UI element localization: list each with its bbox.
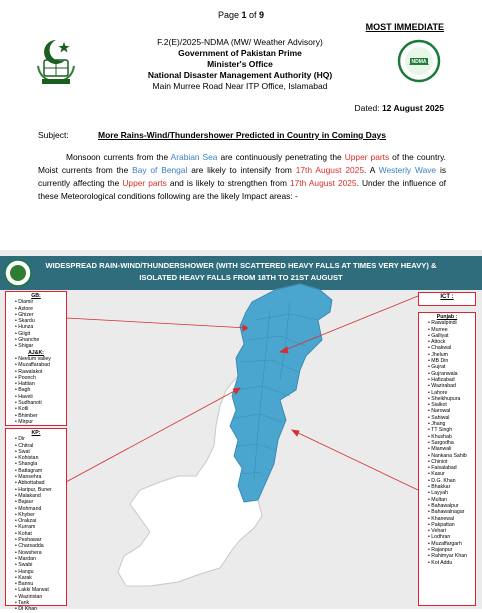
punjab-district: • Lodhran: [428, 534, 472, 540]
kp-district: • Kohistan: [15, 455, 63, 461]
ajk-district: • Bagh: [15, 387, 63, 393]
ajk-district: • Hattian: [15, 381, 63, 387]
kp-district: • Kurram: [15, 524, 63, 530]
gb-district: • Diamir: [15, 299, 63, 305]
priority-label: MOST IMMEDIATE: [365, 22, 444, 32]
punjab-district: • Gujrat: [428, 364, 472, 370]
ajk-district: • Haveli: [15, 394, 63, 400]
punjab-title: Punjab :: [436, 314, 458, 320]
office-line: Minister's Office: [207, 59, 273, 69]
punjab-district: • Sargodha: [428, 440, 472, 446]
ajk-district: • Rawalakot: [15, 369, 63, 375]
punjab-district: • Chiniot: [428, 459, 472, 465]
punjab-district: • Rajanpur: [428, 547, 472, 553]
page-number: Page 1 of 9: [217, 10, 265, 20]
kp-district: • Haripur, Buner: [15, 487, 63, 493]
punjab-district: • Gujranwala: [428, 371, 472, 377]
gb-district: • Shigar: [15, 343, 63, 349]
kp-district: • Swat: [15, 449, 63, 455]
punjab-district: • Rahimyar Khan: [428, 553, 472, 559]
kp-district: • Abbottabad: [15, 480, 63, 486]
letter-header: [95, 37, 385, 92]
ajk-district: • Muzaffarabad: [15, 362, 63, 368]
gb-district: • Skardu: [15, 318, 63, 324]
gb-district: • Ghanche: [15, 337, 63, 343]
punjab-district: • Khushab: [428, 434, 472, 440]
punjab-district: • Murree: [428, 327, 472, 333]
punjab-district: • Chakwal: [428, 345, 472, 351]
kp-district: • Bajaur: [15, 499, 63, 505]
ajk-district: • Mirpur: [15, 419, 63, 425]
gb-district: • Astore: [15, 306, 63, 312]
ndma-logo: [397, 39, 441, 83]
kp-district: • Tank: [15, 600, 63, 606]
gb-district: • Hunza: [15, 324, 63, 330]
kp-district: • Mohmand: [15, 506, 63, 512]
kp-district: • Lakki Marwat: [15, 587, 63, 593]
kp-district: • Charsadda: [15, 543, 63, 549]
punjab-district: • Khanewal: [428, 516, 472, 522]
kp-district: • Bannu: [15, 581, 63, 587]
authority-line: National Disaster Management Authority (HQ): [147, 70, 333, 80]
punjab-district: • Kot Addu: [428, 560, 472, 566]
kp-district: • Hangu: [15, 569, 63, 575]
gb-ajk-box: [5, 291, 67, 426]
ict-box: [418, 292, 476, 306]
ict-title: ICT :: [440, 294, 454, 300]
punjab-district: • Multan: [428, 497, 472, 503]
punjab-district: • Lahore: [428, 390, 472, 396]
gb-list: [9, 299, 63, 349]
subject-text: More Rains-Wind/Thundershower Predicted in Country in Coming Days: [98, 130, 387, 140]
gb-district: • Gilgit: [15, 331, 63, 337]
punjab-district: • Galliyat: [428, 333, 472, 339]
ajk-district: • Bhimber: [15, 413, 63, 419]
punjab-district: • Narowal: [428, 408, 472, 414]
punjab-district: • Wazirabad: [428, 383, 472, 389]
kp-district: • DI Khan: [15, 606, 63, 612]
svg-text:NDMA: NDMA: [411, 59, 427, 65]
punjab-district: • Sialkot: [428, 402, 472, 408]
kp-district: • Malakand: [15, 493, 63, 499]
kp-district: • Karak: [15, 575, 63, 581]
kp-district: • Kohat: [15, 531, 63, 537]
kp-district: • Nowshera: [15, 550, 63, 556]
kp-district: • Swabi: [15, 562, 63, 568]
punjab-district: • Jhang: [428, 421, 472, 427]
punjab-district: • Rawalpindi: [428, 320, 472, 326]
ajk-district: • Sudhanoti: [15, 400, 63, 406]
ajk-district: • Poonch: [15, 375, 63, 381]
pakistan-emblem-logo: [34, 36, 78, 86]
kp-list: [9, 436, 63, 612]
punjab-district: • Vehari: [428, 528, 472, 534]
punjab-district: • Pakpattan: [428, 522, 472, 528]
pakistan-map: [0, 250, 482, 609]
punjab-district: • Muzaffargarh: [428, 541, 472, 547]
kp-district: • Khyber: [15, 512, 63, 518]
punjab-district: • Jhelum: [428, 352, 472, 358]
punjab-district: • Mianwali: [428, 446, 472, 452]
subject-label: Subject:: [38, 130, 69, 140]
punjab-district: • Hafizabad: [428, 377, 472, 383]
kp-district: • Orakzai: [15, 518, 63, 524]
dated-line: Dated: 12 August 2025: [354, 103, 444, 113]
punjab-district: • Faisalabad: [428, 465, 472, 471]
body-paragraph: Monsoon currents from the Arabian Sea are continuously penetrating the Upper parts of the country. Moist currents from the Bay of Bengal are likely to intensify from 17th August 2025. A Westerly Wave is currently affecting the Upper parts and is likely to strengthen from 17th August 2025. Under the influence of these Meteorological conditions following are the likely Impact areas: -: [38, 152, 447, 201]
gb-district: • Ghizer: [15, 312, 63, 318]
kp-box: [5, 428, 67, 613]
kp-district: • Mansehra: [15, 474, 63, 480]
kp-district: • Peshawar: [15, 537, 63, 543]
punjab-district: • Kasur: [428, 471, 472, 477]
kp-district: • Mardan: [15, 556, 63, 562]
kp-title: KP:: [31, 430, 41, 436]
punjab-district: • Attock: [428, 339, 472, 345]
kp-district: • Waziristan: [15, 594, 63, 600]
ajk-district: • Neelum valley: [15, 356, 63, 362]
punjab-district: • Bahawalpur: [428, 503, 472, 509]
kp-district: • Chitral: [15, 443, 63, 449]
kp-district: • Battagram: [15, 468, 63, 474]
punjab-district: • D.G. Khan: [428, 478, 472, 484]
punjab-district: • MB Din: [428, 358, 472, 364]
ajk-district: • Kotli: [15, 406, 63, 412]
punjab-box: [418, 312, 476, 606]
punjab-district: • Nankana Sahib: [428, 453, 472, 459]
ajk-list: [9, 356, 63, 425]
punjab-district: • TT Singh: [428, 427, 472, 433]
address-line: Main Murree Road Near ITP Office, Islamabad: [152, 81, 328, 91]
ajk-title: AJ&K:: [28, 349, 44, 356]
punjab-district: • Bahawalnagar: [428, 509, 472, 515]
punjab-district: • Sahiwal: [428, 415, 472, 421]
reference-number: F.2(E)/2025-NDMA (MW/ Weather Advisory): [157, 37, 323, 47]
punjab-district: • Bhakkar: [428, 484, 472, 490]
gb-title: GB:: [31, 293, 41, 299]
punjab-district: • Sheikhupura: [428, 396, 472, 402]
affected-area: [230, 284, 332, 502]
punjab-list: [422, 320, 472, 566]
kp-district: • Shangla: [15, 461, 63, 467]
kp-district: • Dir: [15, 436, 63, 442]
map-banner: WIDESPREAD RAIN-WIND/THUNDERSHOWER (WITH SCATTERED HEAVY FALLS AT TIMES VERY HEAVY) & ISOLATED HEAVY FALLS FROM 18TH TO 21ST AUGUST: [0, 256, 482, 290]
punjab-district: • Layyah: [428, 490, 472, 496]
government-line: Government of Pakistan Prime: [178, 48, 302, 58]
